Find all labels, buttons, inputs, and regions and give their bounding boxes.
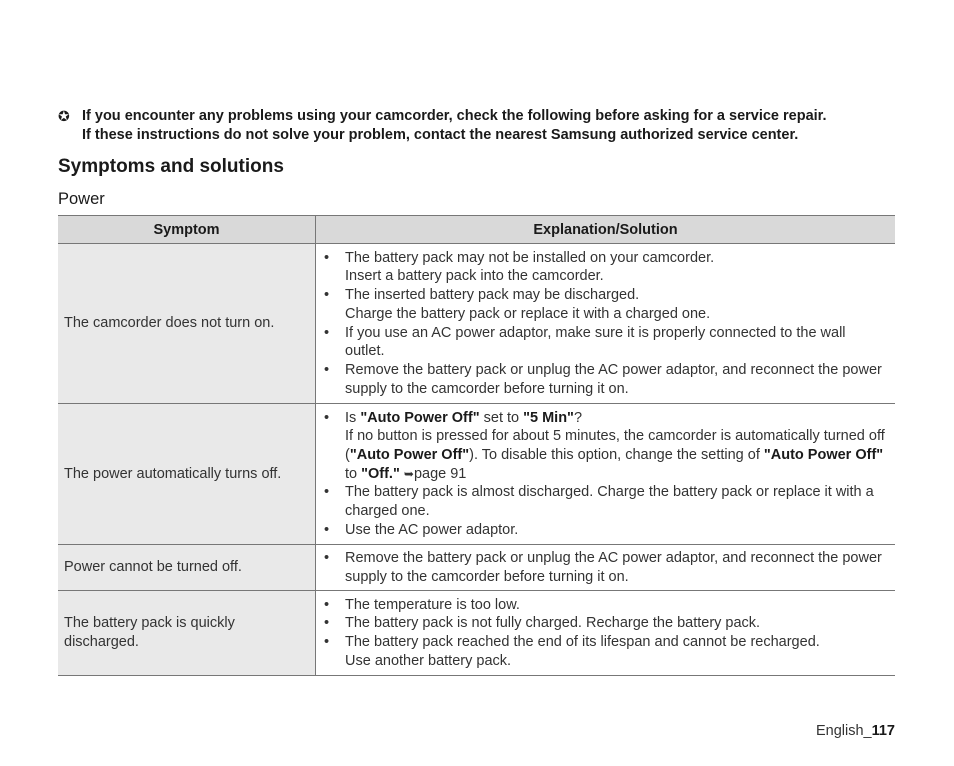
list-item: • The inserted battery pack may be discharged. Charge the battery pack or replace it with a charged one. xyxy=(324,287,711,322)
table-header-row xyxy=(58,216,895,244)
symptom-cell: The power automatically turns off. xyxy=(58,404,316,545)
sub-title: Power xyxy=(58,190,105,208)
arrow-right-icon: ➥ xyxy=(403,466,414,481)
list-item: • The battery pack may not be installed on your camcorder. Insert a battery pack into the camcorder. xyxy=(324,249,715,285)
page-number: 117 xyxy=(871,723,895,739)
list-item: • The temperature is too low. xyxy=(324,596,520,613)
list-item: • Use the AC power adaptor. xyxy=(324,521,519,538)
check-circle-icon: ✪ xyxy=(58,108,70,124)
list-item: • The battery pack is almost discharged. Charge the battery pack or replace it with a charged one. xyxy=(324,484,874,520)
section-title: Symptoms and solutions xyxy=(58,156,284,177)
table-row xyxy=(58,404,895,545)
footer-language: English_ xyxy=(815,723,872,739)
symptom-cell: The battery pack is quickly discharged. xyxy=(58,591,316,676)
solution-cell xyxy=(316,404,896,545)
symptom-cell: Power cannot be turned off. xyxy=(58,545,316,591)
notice-line-2: If these instructions do not solve your problem, contact the nearest Samsung authorized service center. xyxy=(82,127,799,143)
list-item: • Remove the battery pack or unplug the AC power adaptor, and reconnect the power supply to the camcorder before turning it on. xyxy=(324,361,882,397)
table-row xyxy=(58,591,895,676)
troubleshooting-table xyxy=(58,215,895,676)
solution-cell xyxy=(316,591,896,676)
notice-line-1: If you encounter any problems using your camcorder, check the following before asking for a service repair. xyxy=(82,108,827,124)
intro-notice xyxy=(58,107,908,145)
solution-cell xyxy=(316,545,896,591)
list-item: • The battery pack reached the end of its lifespan and cannot be recharged. Use another battery pack. xyxy=(324,634,820,669)
table-row xyxy=(58,244,895,404)
header-symptom: Symptom xyxy=(58,216,316,244)
list-item: • The battery pack is not fully charged. Recharge the battery pack. xyxy=(324,615,761,632)
table-row xyxy=(58,545,895,591)
symptom-cell: The camcorder does not turn on. xyxy=(58,244,316,404)
list-item: • Is "Auto Power Off" set to "5 Min"? If no button is pressed for about 5 minutes, the camcorder is automatically turned off ("Auto Power Off"). To disable this option, change the setting of "Auto Power Off" to "Off." ➥page 91 xyxy=(324,409,885,482)
page-footer xyxy=(816,723,895,739)
solution-cell xyxy=(316,244,896,404)
list-item: • Remove the battery pack or unplug the AC power adaptor, and reconnect the power supply to the camcorder before turning it on. xyxy=(324,549,882,585)
header-solution: Explanation/Solution xyxy=(316,216,896,244)
page-reference: page 91 xyxy=(413,465,467,482)
list-item: • If you use an AC power adaptor, make sure it is properly connected to the wall outlet. xyxy=(324,324,846,360)
